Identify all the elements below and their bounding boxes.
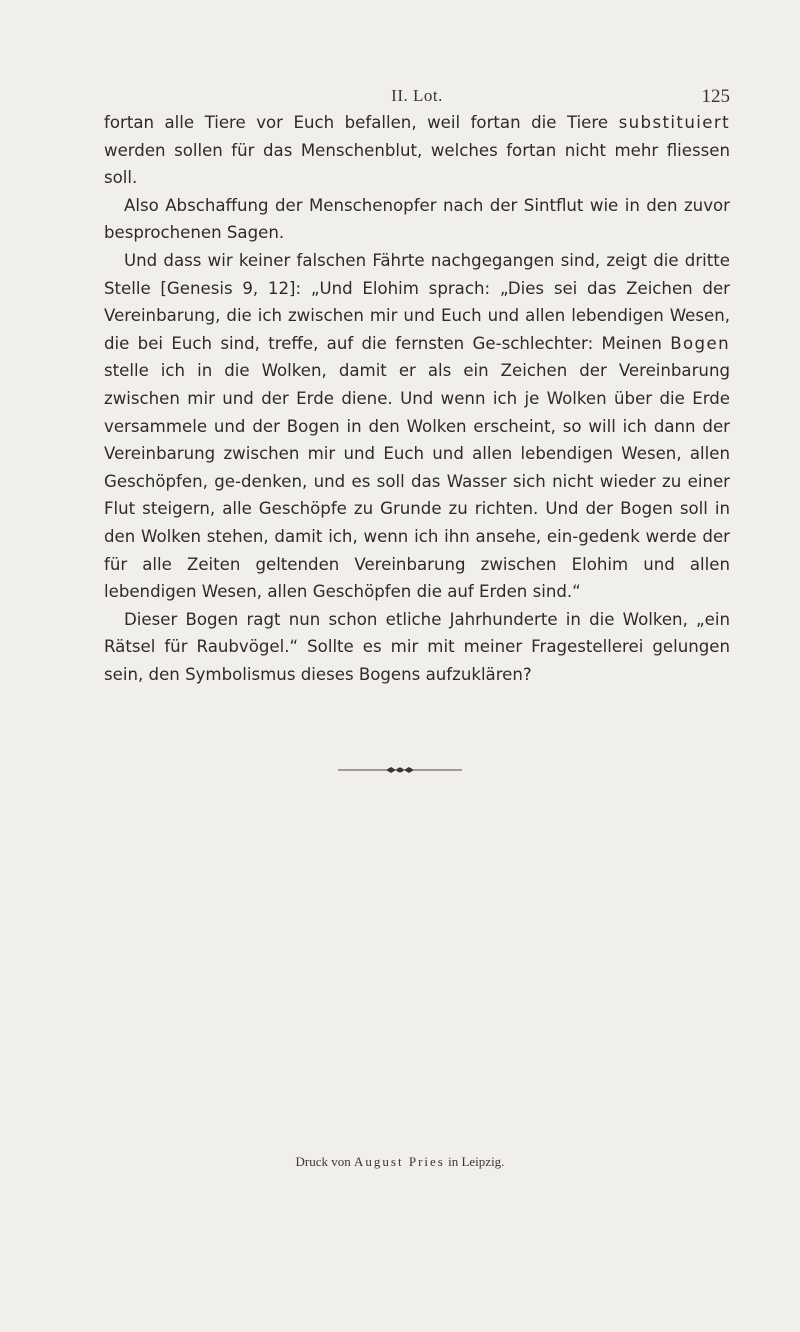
paragraph-2: Also Abschaffung der Menschenopfer nach der Sintflut wie in den zuvor besprochenen Sagen. [104,195,730,243]
page-number: 125 [701,86,730,107]
section-divider-ornament [0,762,800,778]
paragraph-1-text-a: fortan alle Tiere vor Euch befallen, weil fortan die Tiere [104,113,619,132]
paragraph-3-text-b: stelle ich in die Wolken, damit er als ein Zeichen der Vereinbarung zwischen mir und der Erde diene. Und wenn ich je Wolken über die Erde versammele und der Bogen in den Wolken erscheint, so will ich dann der Vereinbarung zwischen mir und Euch und allen lebendigen Wesen, allen Geschöpfen, ge-denken, und es soll das Wasser sich nicht wieder zu einer Flut steigern, alle Geschöpfe zu Grunde zu richten. Und der Bogen soll in den Wolken stehen, damit ich, wenn ich ihn ansehe, ein-gedenk werde der für alle Zeiten geltenden Vereinbarung zwischen Elohim und allen lebendigen Wesen, allen Geschöpfen die auf Erden sind.“ [104,361,730,602]
paragraph-1 [104,109,730,192]
paragraph-3-text-a: Und dass wir keiner falschen Fährte nachgegangen sind, zeigt die dritte Stelle [Genesis 9, 12]: „Und Elohim sprach: „Dies sei das Zeichen der Vereinbarung, die ich zwischen mir und Euch und allen lebendigen Wesen, die bei Euch sind, treffe, auf die fernsten Ge-schlechter: Meinen [104,250,730,353]
imprint-prefix: Druck von [295,1154,355,1169]
chapter-title: II. Lot. [391,86,443,105]
running-head [104,80,730,110]
emphasis-bogen: Bogen [670,333,730,353]
imprint-printer-name: August Pries [354,1154,445,1169]
paragraph-1-text-b: werden sollen für das Menschenblut, welches fortan nicht mehr fliessen soll. [104,140,730,188]
body-text [104,109,730,688]
emphasis-substituiert: substituiert [618,113,730,132]
divider-ornament-icon [338,762,462,778]
printer-imprint [0,1154,800,1170]
imprint-suffix: in Leipzig. [444,1154,505,1169]
paragraph-3 [104,247,730,606]
paragraph-4: Dieser Bogen ragt nun schon etliche Jahrhunderte in die Wolken, „ein Rätsel für Raubvögel.“ Sollte es mir mit meiner Fragestellerei gelungen sein, den Symbolismus dieses Bogens aufzuklären? [104,609,730,684]
